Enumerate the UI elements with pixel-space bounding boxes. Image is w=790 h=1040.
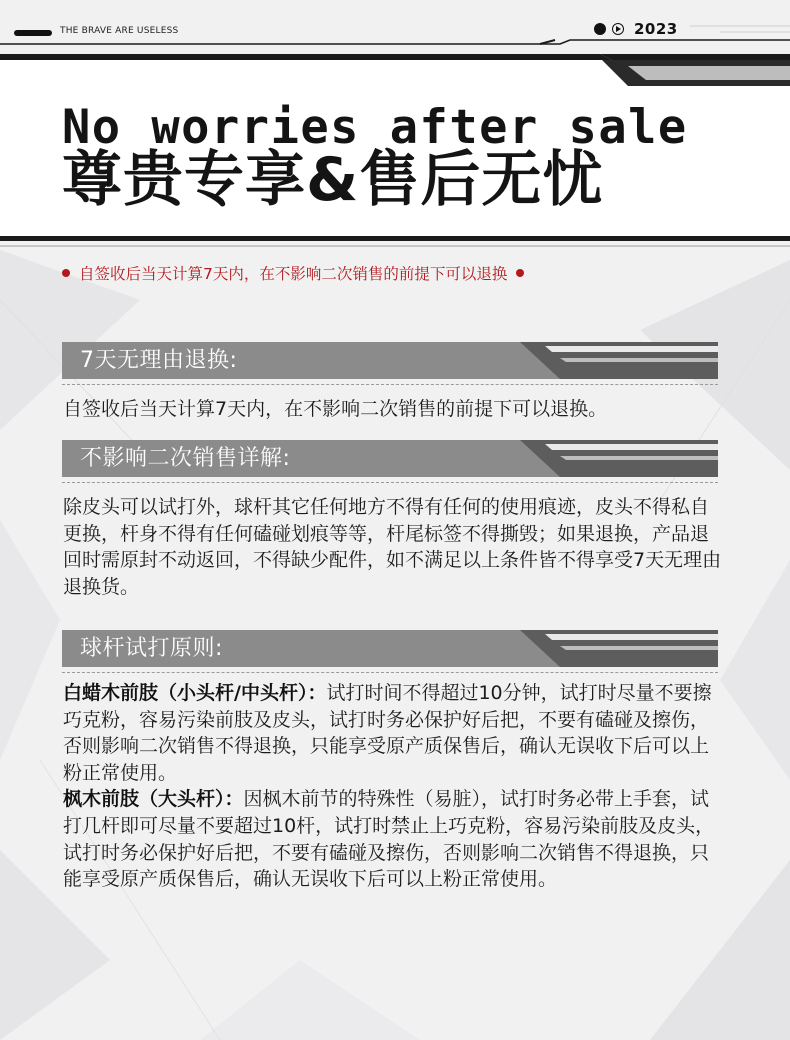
section-heading: 不影响二次销售详解: — [80, 446, 291, 471]
trial-rule-label: 白蜡木前肢（小头杆/中头杆）： — [63, 682, 327, 704]
section-divider — [62, 672, 718, 673]
title-chinese: 尊贵专享&售后无忧 — [62, 145, 604, 215]
dot-icon — [594, 23, 606, 35]
section-divider — [62, 482, 718, 483]
section-header-trial-rules — [62, 630, 718, 667]
trial-rule-ash — [63, 680, 723, 786]
topbar-tagline: THE BRAVE ARE USELESS — [60, 26, 179, 36]
section-divider — [62, 384, 718, 385]
trial-rule-maple — [63, 786, 723, 892]
year-label: 2023 — [634, 20, 678, 38]
section-body-trial-rules — [63, 680, 723, 893]
section-body-resale-detail: 除皮头可以试打外，球杆其它任何地方不得有任何的使用痕迹，皮头不得私自更换，杆身不得有任何磕碰划痕等等，杆尾标签不得撕毁；如果退换，产品退回时需原封不动返回，不得缺少配件，如不满足以上条件皆不得享受7天无理由退换货。 — [63, 496, 722, 598]
notice-line — [62, 262, 524, 284]
play-circle-icon — [612, 23, 624, 35]
trial-rule-text: 试打时间不得超过10分钟，试打时尽量不要擦巧克粉，容易污染前肢及皮头，试打时务必保护好后把，不要有磕碰及擦伤，否则影响二次销售不得退换，只能享受原产质保售后，确认无误收下后可以上粉正常使用。 — [63, 682, 712, 784]
trial-rule-text: 因枫木前节的特殊性（易脏），试打时务必带上手套，试打几杆即可尽量不要超过10杆，试打时禁止上巧克粉，容易污染前肢及皮头，试打时务必保护好后把，不要有磕碰及擦伤，否则影响二次销售不得退换，只能享受原产质保售后，确认无误收下后可以上粉正常使用。 — [63, 788, 715, 891]
topbar-pill-decoration — [14, 30, 52, 36]
section-header-return-policy — [62, 342, 718, 379]
notice-text: 自签收后当天计算7天内，在不影响二次销售的前提下可以退换 — [79, 265, 508, 283]
topbar-year-group — [594, 20, 678, 38]
trial-rule-label: 枫木前肢（大头杆）： — [63, 788, 244, 811]
section-heading: 7天无理由退换: — [80, 348, 238, 373]
section-body-return-policy: 自签收后当天计算7天内，在不影响二次销售的前提下可以退换。 — [63, 398, 608, 420]
red-bullet-icon — [62, 269, 70, 277]
red-bullet-icon — [516, 269, 524, 277]
section-heading: 球杆试打原则: — [80, 636, 223, 661]
section-header-resale-detail — [62, 440, 718, 477]
title-english: No worries after sale — [62, 100, 688, 155]
